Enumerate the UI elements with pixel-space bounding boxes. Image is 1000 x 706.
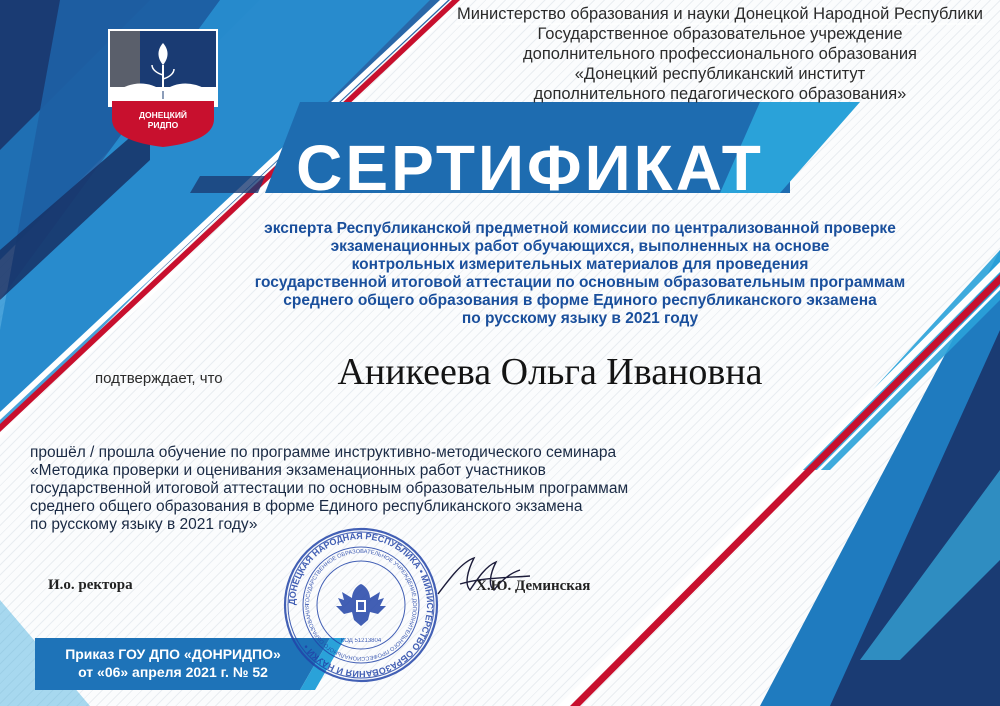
signer-role: И.о. ректора xyxy=(48,577,133,593)
course-line-5: по русскому языку в 2021 году» xyxy=(30,516,258,533)
subtitle-line-5: среднего общего образования в форме Единого республиканского экзамена xyxy=(283,292,877,309)
stamp-outer-text: ДОНЕЦКАЯ НАРОДНАЯ РЕСПУБЛИКА • МИНИСТЕРСТВО ОБРАЗОВАНИЯ И НАУКИ • xyxy=(286,530,436,680)
certificate-subtitle xyxy=(200,220,960,328)
course-line-3: государственной итоговой аттестации по основным образовательным программам xyxy=(30,480,629,497)
order-reference xyxy=(42,645,304,681)
header-education-type: дополнительного профессионального образования xyxy=(523,45,917,63)
recipient-name: Аникеева Ольга Ивановна xyxy=(337,351,763,393)
subtitle-line-4: государственной итоговой аттестации по основным образовательным программам xyxy=(254,274,906,291)
order-line-2: от «06» апреля 2021 г. № 52 xyxy=(78,664,268,680)
issuing-organization xyxy=(440,4,1000,104)
stamp-code: КОД 51213804 xyxy=(340,638,382,644)
course-line-4: среднего общего образования в форме Единого республиканского экзамена xyxy=(30,498,583,515)
signer-name: Х.Ю. Деминская xyxy=(476,578,591,594)
logo-line-1: ДОНЕЦКИЙ xyxy=(138,110,188,120)
header-institute-name-2: дополнительного педагогического образования» xyxy=(533,85,907,103)
certificate-title: СЕРТИФИКАТ xyxy=(296,132,764,204)
header-ministry: Министерство образования и науки Донецкой Народной Республики xyxy=(456,5,984,23)
course-line-2: «Методика проверки и оценивания экзаменационных работ участников xyxy=(30,462,546,479)
order-line-1: Приказ ГОУ ДПО «ДОНРИДПО» xyxy=(65,646,281,662)
header-institution-type: Государственное образовательное учреждение xyxy=(537,25,903,43)
header-institute-name-1: «Донецкий республиканский институт xyxy=(574,65,866,83)
logo-line-2: РИДПО xyxy=(147,119,179,130)
stamp-inner-text: ГОСУДАРСТВЕННОЕ ОБРАЗОВАТЕЛЬНОЕ УЧРЕЖДЕНИЕ ДОПОЛНИТЕЛЬНОГО ПРОФЕССИОНАЛЬНОГО ОБРАЗОВАНИЯ xyxy=(304,548,418,662)
course-description xyxy=(30,444,730,534)
confirms-label: подтверждает, что xyxy=(95,370,223,387)
logo-caption xyxy=(126,111,200,130)
subtitle-line-3: контрольных измерительных материалов для проведения xyxy=(351,256,809,273)
subtitle-line-2: экзаменационных работ обучающихся, выполненных на основе xyxy=(330,238,830,255)
official-stamp xyxy=(282,526,440,684)
subtitle-line-6: по русскому языку в 2021 году xyxy=(461,310,699,327)
subtitle-line-1: эксперта Республиканской предметной комиссии по централизованной проверке xyxy=(264,220,896,237)
course-line-1: прошёл / прошла обучение по программе инструктивно-методического семинара xyxy=(30,444,617,461)
